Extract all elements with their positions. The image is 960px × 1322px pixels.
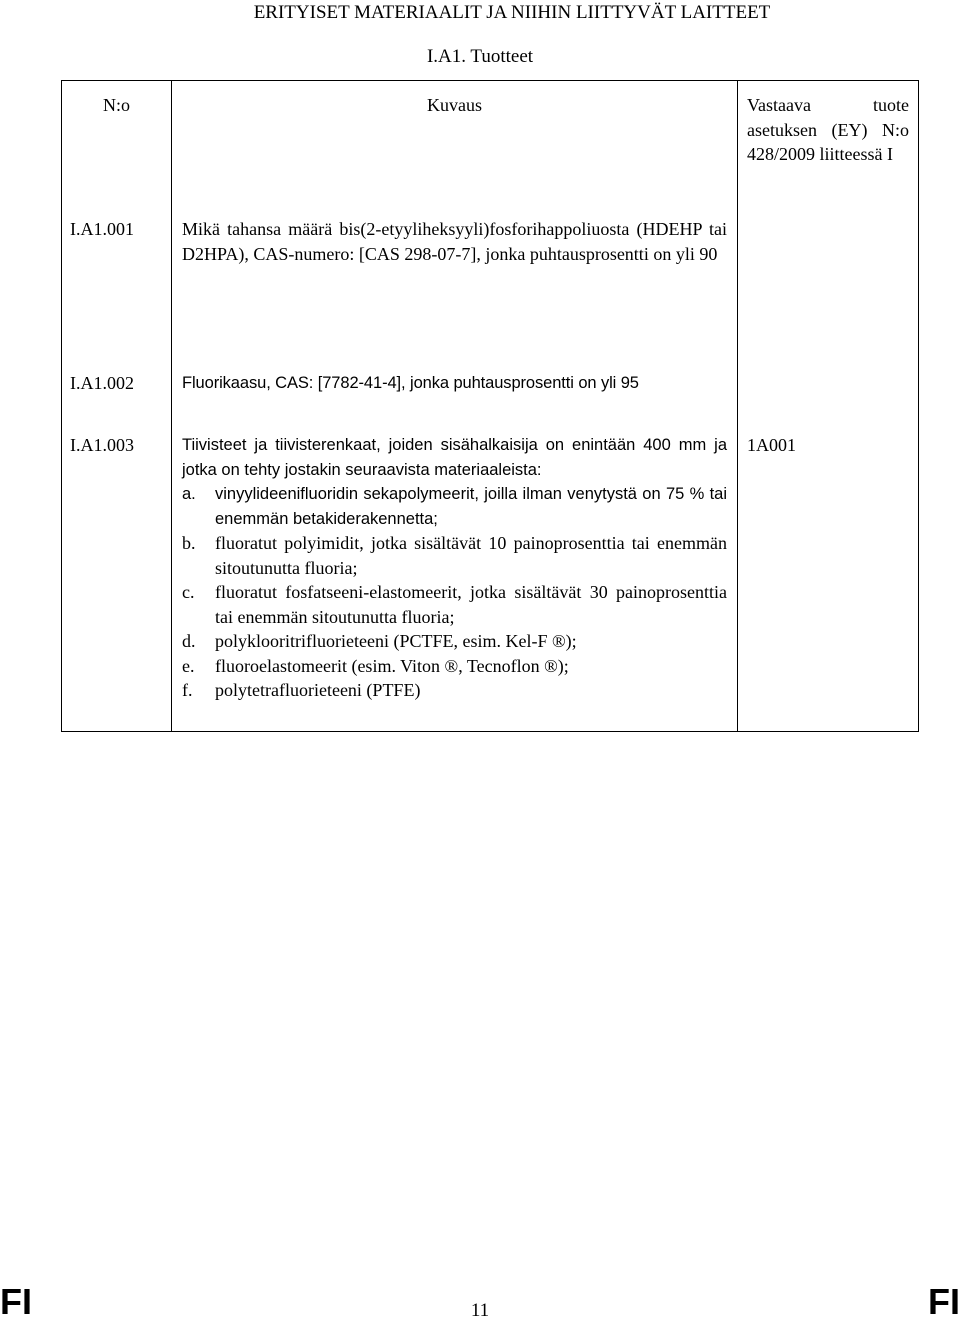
item-text: fluoroelastomeerit (esim. Viton ®, Tecnoflon ®); (215, 655, 569, 676)
list-item (182, 482, 727, 531)
row-description: Fluorikaasu, CAS: [7782-41-4], jonka puhtausprosentti on yli 95 (182, 374, 639, 392)
row-code: I.A1.002 (70, 373, 134, 393)
table-header-row (62, 81, 919, 212)
footer-language-right: FI (928, 1281, 960, 1322)
row-reference: 1A001 (747, 435, 796, 455)
item-letter: e. (182, 655, 195, 676)
item-letter: f. (182, 680, 193, 700)
products-table (61, 80, 919, 732)
table-row (62, 429, 919, 732)
list-item (182, 654, 727, 679)
table-row (62, 371, 919, 429)
list-item (182, 580, 727, 629)
column-header-number: N:o (62, 81, 172, 212)
item-letter: a. (182, 485, 196, 503)
list-item (182, 629, 727, 654)
item-text: polyklooritrifluorieteeni (PCTFE, esim. Kel-F ®); (215, 631, 577, 651)
material-list (182, 482, 727, 703)
page-number: 11 (470, 1300, 490, 1321)
row-intro: Tiivisteet ja tiivisterenkaat, joiden sisähalkaisija on enintään 400 mm ja jotka on tehty jostakin seuraavista materiaaleista: (182, 436, 727, 479)
column-header-description: Kuvaus (172, 81, 738, 212)
row-reference (738, 211, 919, 371)
item-letter: c. (182, 582, 195, 602)
item-text: fluoratut polyimidit, jotka sisältävät 10 painoprosenttia tai enemmän sitoutunutta fluoria; (215, 533, 727, 578)
row-reference (738, 371, 919, 429)
row-code: I.A1.003 (70, 435, 134, 455)
footer-language-left: FI (0, 1281, 32, 1322)
row-description: Mikä tahansa määrä bis(2-etyyliheksyyli)fosforihappoliuosta (HDEHP tai D2HPA), CAS-numero: [CAS 298-07-7], jonka puhtausprosentti on yli 90 (182, 219, 727, 264)
item-text: fluoratut fosfatseeni-elastomeerit, jotka sisältävät 30 painoprosenttia tai enemmän sitoutunutta fluoria; (215, 582, 727, 627)
row-description (172, 433, 737, 703)
column-header-reference: Vastaava tuote asetuksen (EY) N:o 428/2009 liitteessä I (738, 81, 919, 212)
item-text: polytetrafluorieteeni (PTFE) (215, 680, 421, 700)
list-item (182, 531, 727, 580)
table-row (62, 211, 919, 371)
item-text: vinyylideenifluoridin sekapolymeerit, joilla ilman venytystä on 75 % tai enemmän betakiderakennetta; (215, 485, 727, 528)
item-letter: d. (182, 631, 196, 651)
row-code: I.A1.001 (70, 219, 134, 239)
item-letter: b. (182, 533, 196, 553)
document-title: ERITYISET MATERIAALIT JA NIIHIN LIITTYVÄT LAITTEET (253, 2, 771, 23)
list-item (182, 678, 727, 703)
section-title: I.A1. Tuotteet (426, 46, 534, 67)
